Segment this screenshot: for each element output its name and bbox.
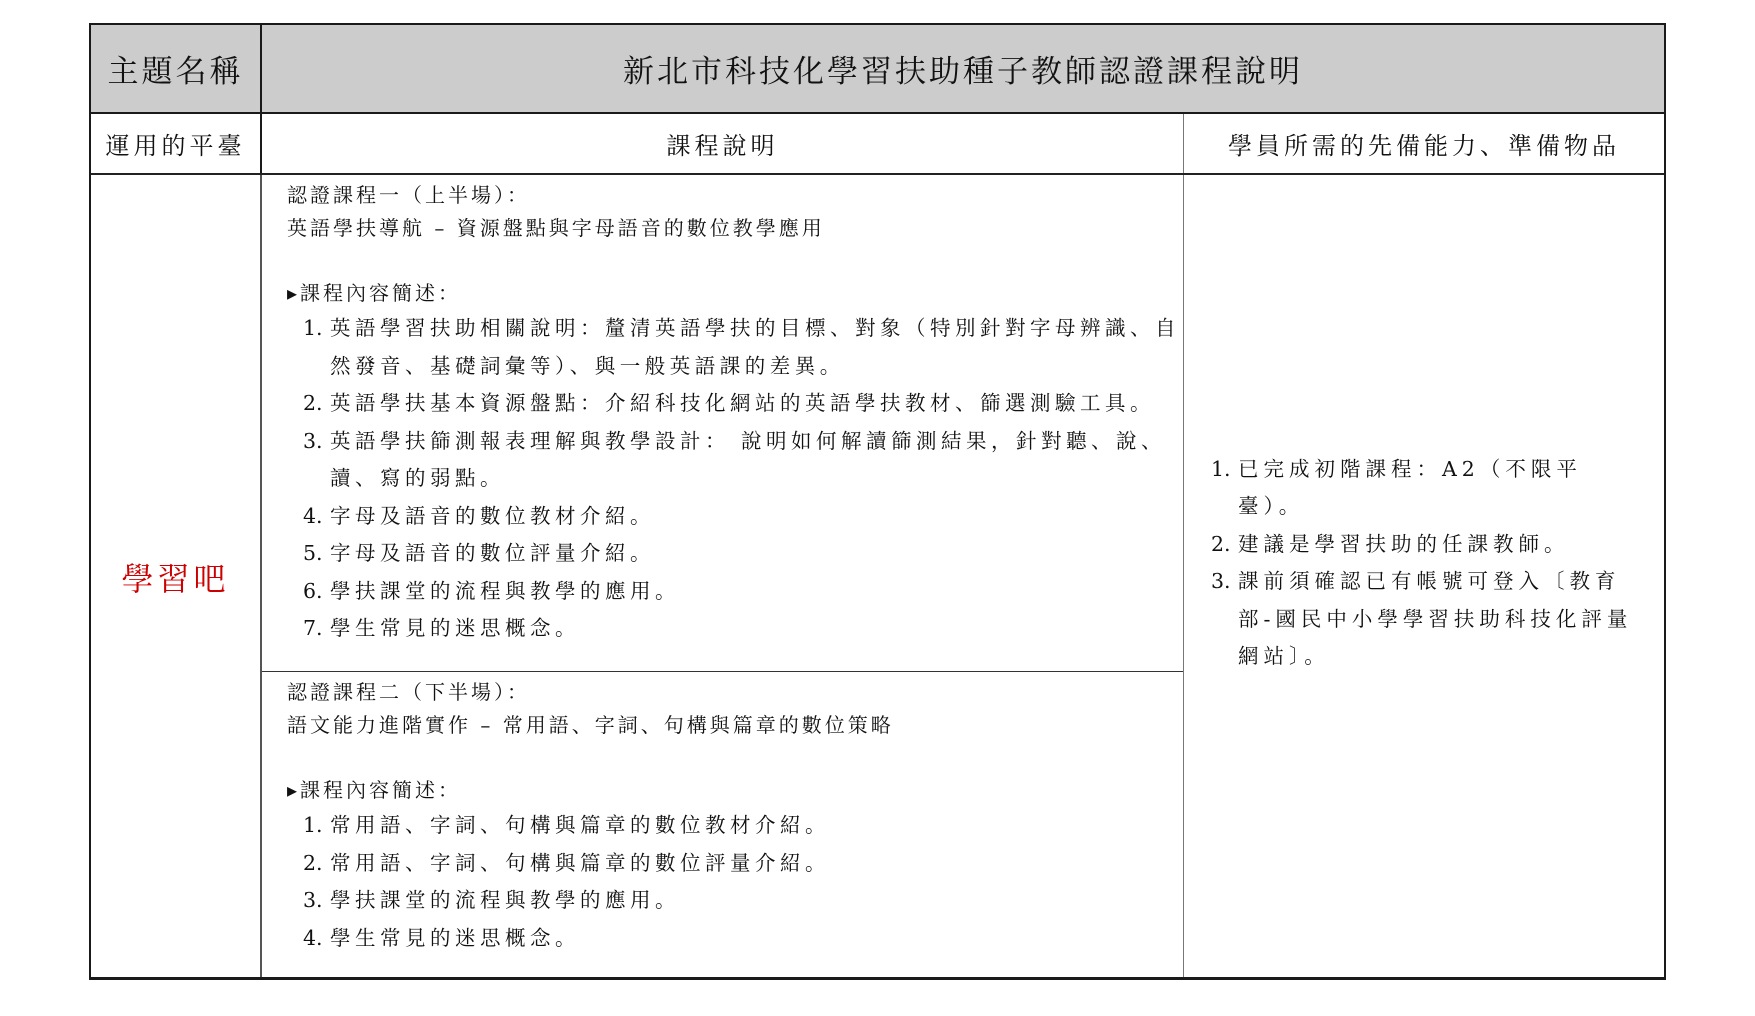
topic-title: 新北市科技化學習扶助種子教師認證課程說明 (623, 54, 1303, 90)
list-item: 3. 學扶課堂的流程與教學的應用。 (303, 888, 680, 912)
title-row (91, 25, 1664, 114)
course-item-list (287, 807, 1183, 957)
list-item: 1. 常用語、字詞、句構與篇章的數位教材介紹。 (303, 813, 830, 837)
list-item: 2. 英語學扶基本資源盤點：介紹科技化網站的英語學扶教材、篩選測驗工具。 (303, 391, 1155, 415)
list-item: 3. 英語學扶篩測報表理解與教學設計： 說明如何解讀篩測結果，針對聽、說、讀、寫的弱點。 (303, 428, 1167, 490)
course-subtitle: 語文能力進階實作 – 常用語、字詞、句構與篇章的數位策略 (287, 713, 894, 737)
course-summary-label: ▸課程內容簡述： (287, 778, 462, 802)
list-item: 2. 建議是學習扶助的任課教師。 (1211, 531, 1570, 556)
course-item-list (287, 310, 1183, 648)
column-header-description: 課程說明 (262, 114, 1184, 173)
list-item: 1. 已完成初階課程：A2（不限平臺）。 (1211, 456, 1582, 518)
prerequisites-cell (1184, 175, 1664, 977)
list-item: 6. 學扶課堂的流程與教學的應用。 (303, 578, 680, 603)
course-description-cell (262, 175, 1184, 977)
course-table (89, 23, 1666, 980)
content-row (91, 175, 1664, 977)
list-item: 1. 英語學習扶助相關說明：釐清英語學扶的目標、對象（特別針對字母辨識、自然發音、基礎詞彙等）、與一般英語課的差異。 (303, 316, 1180, 378)
column-header-row (91, 114, 1664, 175)
list-item: 4. 學生常見的迷思概念。 (303, 925, 580, 950)
list-item: 4. 字母及語音的數位教材介紹。 (303, 503, 655, 528)
topic-label: 主題名稱 (91, 25, 262, 112)
platform-name: 學習吧 (91, 175, 262, 977)
course-heading: 認證課程一（上半場）： (287, 183, 530, 207)
prerequisite-list (1184, 451, 1664, 676)
course-subtitle: 英語學扶導航 – 資源盤點與字母語音的數位教學應用 (287, 216, 825, 240)
course-heading: 認證課程二（下半場）： (287, 680, 530, 704)
course-block-1 (262, 175, 1183, 672)
course-block-2 (262, 672, 1183, 977)
list-item: 2. 常用語、字詞、句構與篇章的數位評量介紹。 (303, 850, 830, 875)
course-summary-label: ▸課程內容簡述： (287, 281, 462, 305)
column-header-prerequisites: 學員所需的先備能力、準備物品 (1228, 132, 1620, 160)
column-header-platform: 運用的平臺 (91, 114, 262, 173)
list-item: 7. 學生常見的迷思概念。 (303, 616, 580, 640)
list-item: 5. 字母及語音的數位評量介紹。 (303, 541, 655, 565)
list-item: 3. 課前須確認已有帳號可登入〔教育部-國民中小學學習扶助科技化評量網站〕。 (1211, 569, 1633, 668)
